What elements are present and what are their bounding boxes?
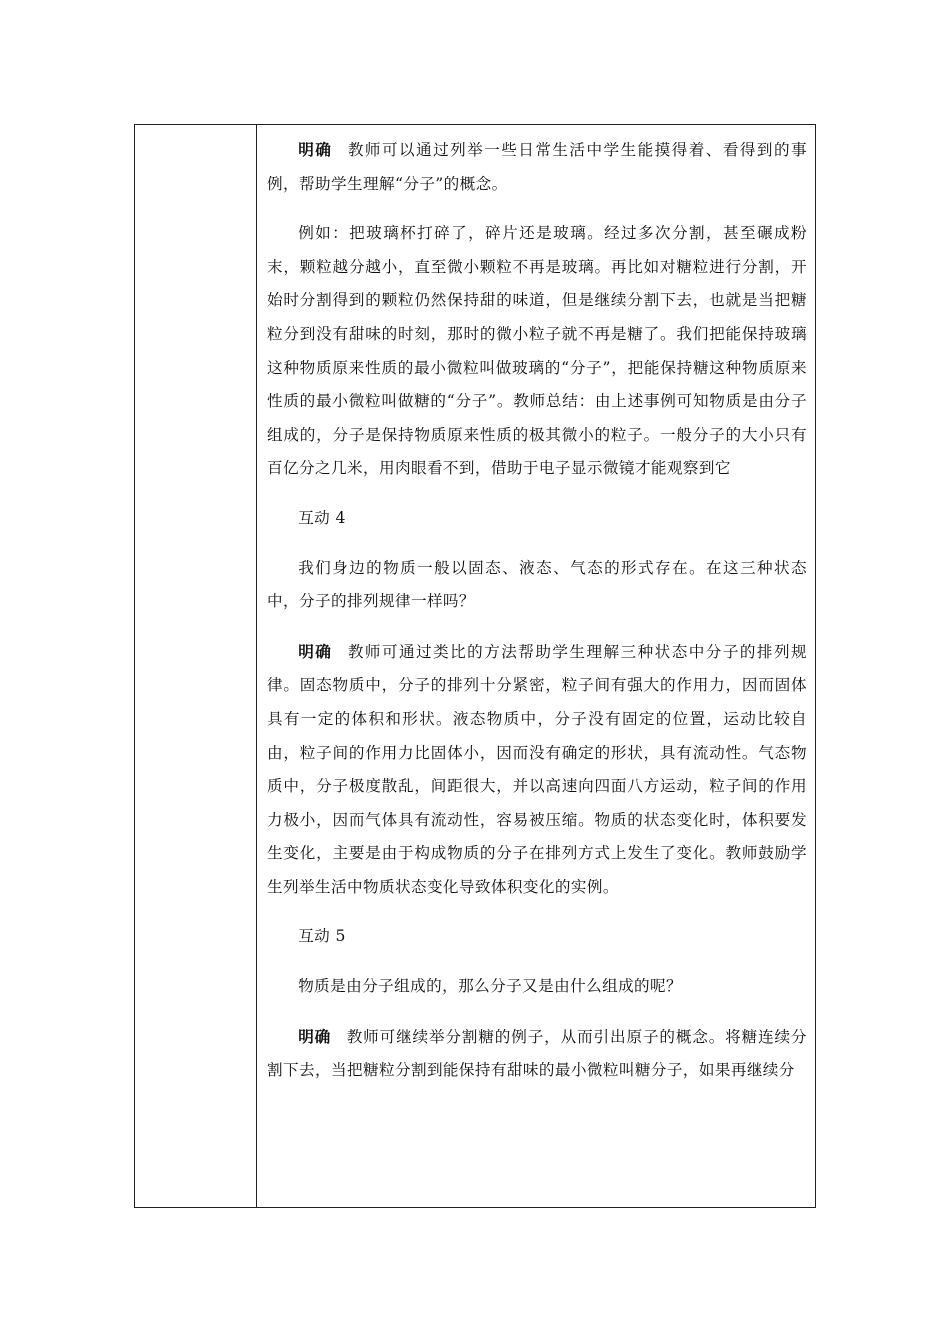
paragraph-question-states <box>267 552 807 619</box>
section-heading-interaction-4 <box>267 502 807 536</box>
paragraph-example-glass-sugar <box>267 217 807 486</box>
paragraph-text: 教师可继续举分割糖的例子，从而引出原子的概念。将糖连续分割下去，当把糖粒分割到能保持有甜味的最小微粒叫糖分子，如果再继续分 <box>267 1027 807 1080</box>
heading-text: 互动 4 <box>298 508 346 527</box>
paragraph-text: 物质是由分子组成的，那么分子又是由什么组成的呢？ <box>298 977 683 996</box>
paragraph-question-composition <box>267 970 807 1004</box>
paragraph-explanation-atom <box>267 1020 807 1088</box>
paragraph-lead-label: 明确 <box>298 641 333 661</box>
paragraph-lead-label: 明确 <box>298 140 333 159</box>
paragraph-text: 教师可以通过列举一些日常生活中学生能摸得着、看得到的事例，帮助学生理解“分子”的概念。 <box>267 141 807 193</box>
paragraph-text: 我们身边的物质一般以固态、液态、气态的形式存在。在这三种状态中，分子的排列规律一样吗？ <box>267 558 807 611</box>
lesson-table <box>134 124 816 1208</box>
paragraph-explanation-molecule <box>267 133 807 201</box>
section-heading-interaction-5 <box>267 920 807 954</box>
paragraph-text: 例如：把玻璃杯打碎了，碎片还是玻璃。经过多次分割，甚至碾成粉末，颗粒越分越小，直至微小颗粒不再是玻璃。再比如对糖粒进行分割，开始时分割得到的颗粒仍然保持甜的味道，但是继续分割下去，也就是当把糖粒分到没有甜味的时刻，那时的微小粒子就不再是糖了。我们把能保持玻璃这种物质原来性质的最小微粒叫做玻璃的“分子”，把能保持糖这种物质原来性质的最小微粒叫做糖的“分子”。教师总结：由上述事例可知物质是由分子组成的，分子是保持物质原来性质的极其微小的粒子。一般分子的大小只有百亿分之几米，用肉眼看不到，借助于电子显示微镜才能观察到它 <box>267 224 807 478</box>
table-left-cell <box>135 125 257 1207</box>
paragraph-text: 教师可通过类比的方法帮助学生理解三种状态中分子的排列规律。固态物质中，分子的排列十分紧密，粒子间有强大的作用力，因而固体具有一定的体积和形状。液态物质中，分子没有固定的位置，运动比较自由，粒子间的作用力比固体小，因而没有确定的形状，具有流动性。气态物质中，分子极度散乱，间距很大，并以高速向四面八方运动，粒子间的作用力极小，因而气体具有流动性，容易被压缩。物质的状态变化时，体积要发生变化，主要是由于构成物质的分子在排列方式上发生了变化。教师鼓励学生列举生活中物质状态变化导致体积变化的实例。 <box>267 642 807 896</box>
table-content-cell <box>257 125 815 1207</box>
paragraph-lead-label: 明确 <box>298 1026 332 1046</box>
paragraph-explanation-states <box>267 635 807 905</box>
heading-text: 互动 5 <box>298 927 346 946</box>
